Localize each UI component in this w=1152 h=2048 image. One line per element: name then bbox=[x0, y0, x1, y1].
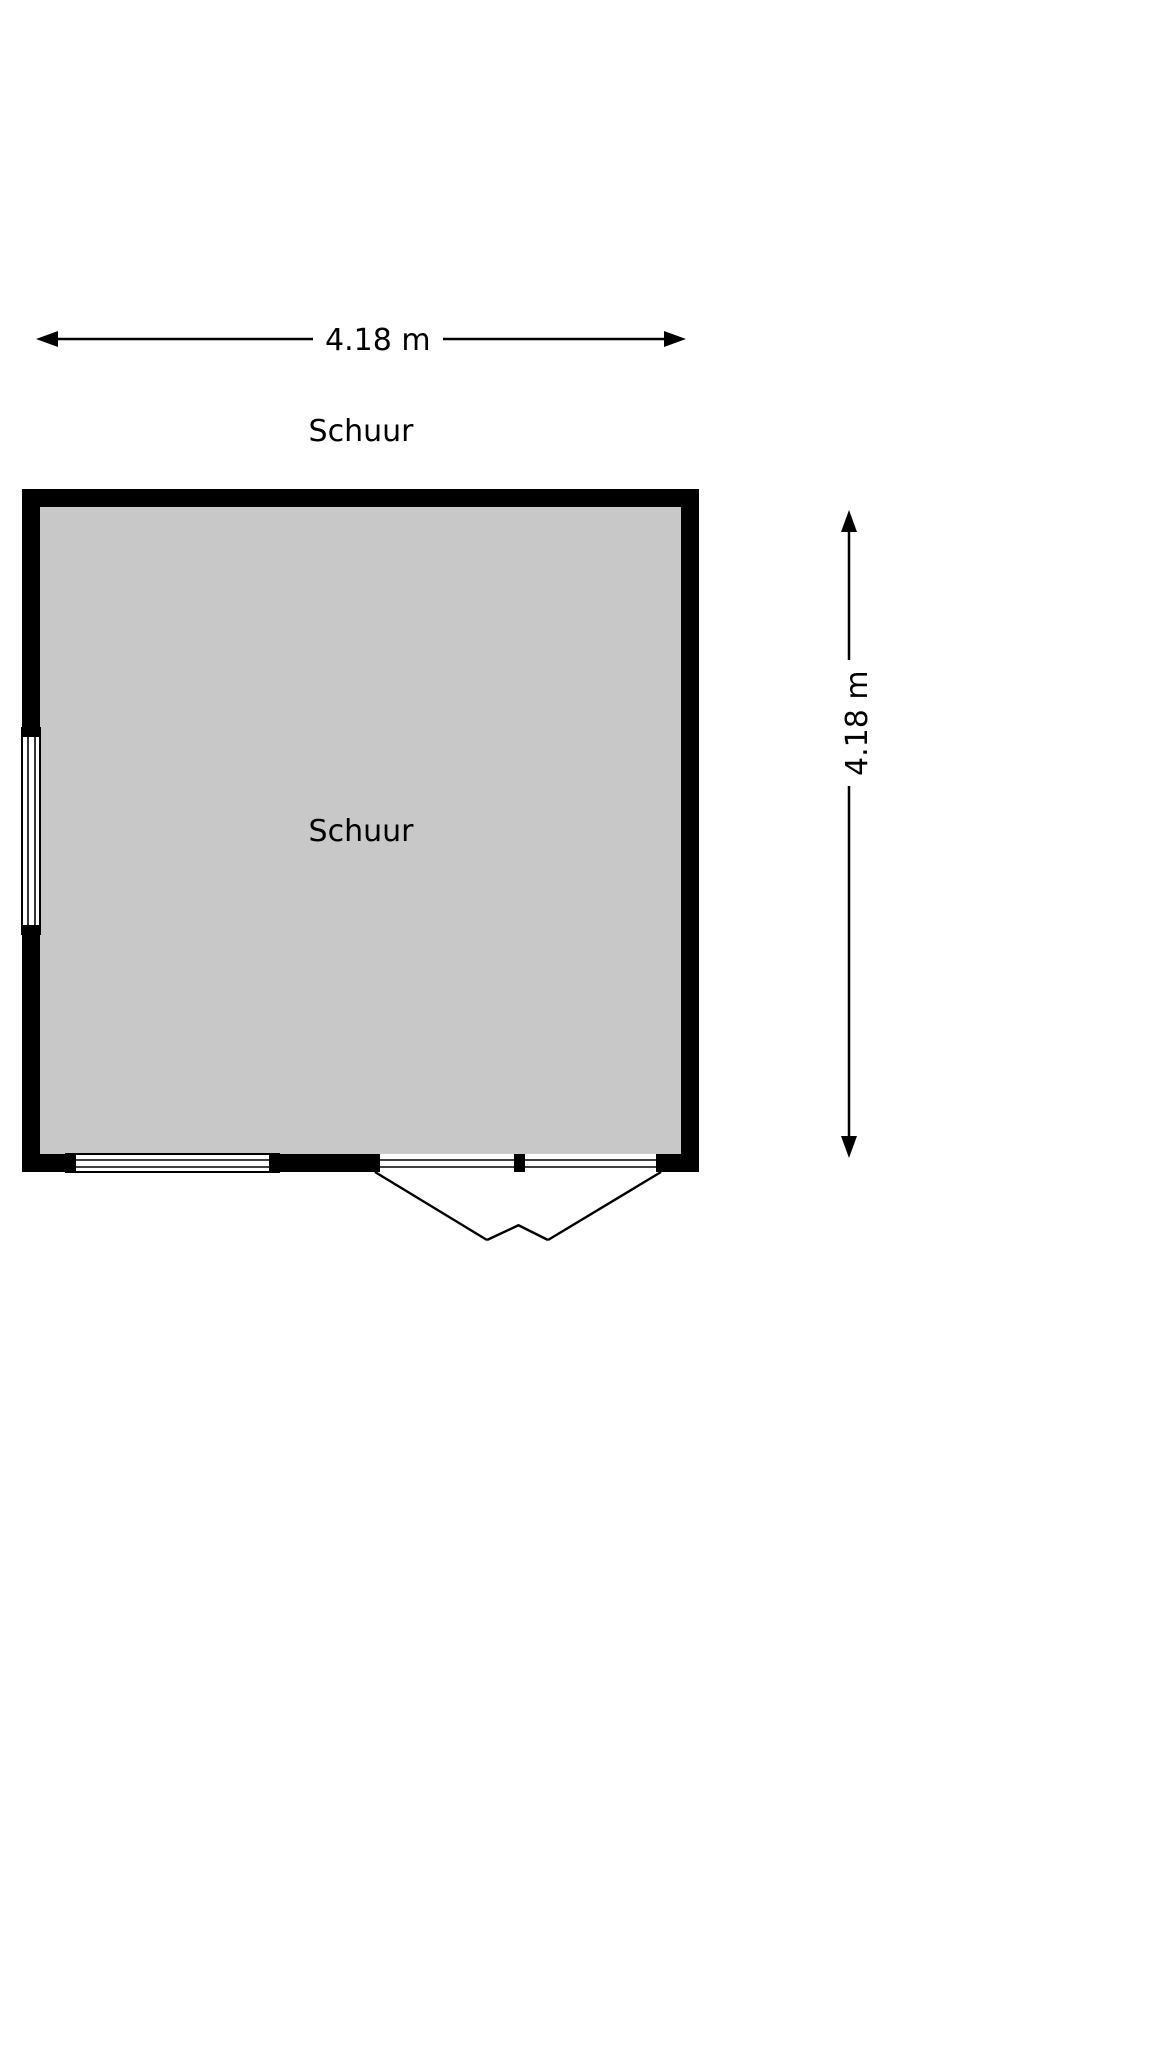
double-door-bottom-wall bbox=[369, 1154, 667, 1240]
window-bottom-wall bbox=[66, 1154, 279, 1172]
right-dimension-label: 4.18 m bbox=[840, 660, 875, 786]
top-dimension-label: 4.18 m bbox=[313, 323, 443, 358]
right-dimension-line bbox=[841, 510, 857, 1158]
page-title: Schuur bbox=[308, 414, 414, 449]
room-label-schuur: Schuur bbox=[308, 814, 414, 849]
